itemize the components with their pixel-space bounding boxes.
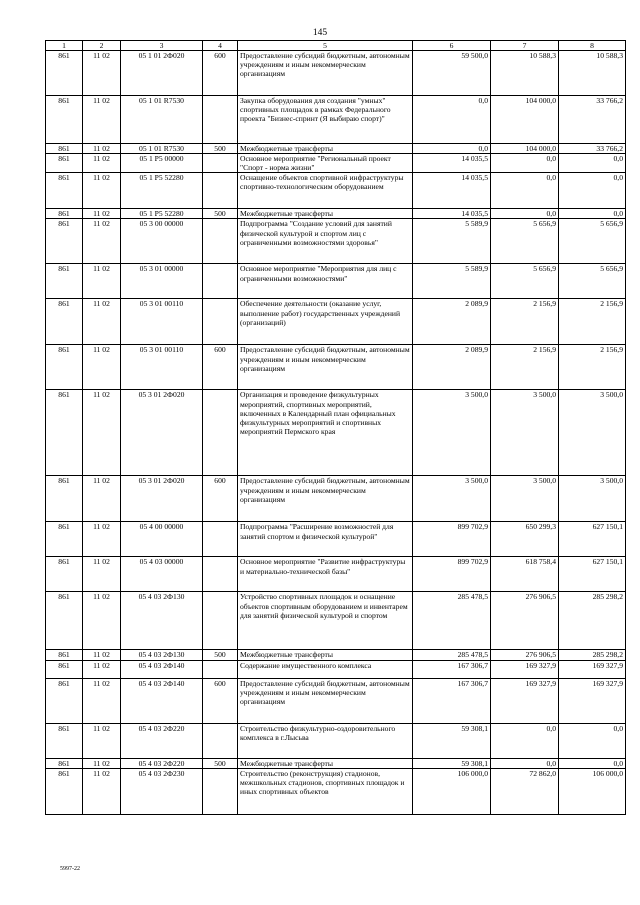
cell-amount-3: 2 156,9 [559,299,626,345]
cell-expense-type: 500 [203,144,238,154]
cell-admin-code: 861 [46,96,83,144]
cell-expense-type [203,768,238,814]
table-row [46,345,626,390]
table-row [46,522,626,557]
cell-amount-1: 2 089,9 [413,345,491,390]
cell-amount-3: 3 500,0 [559,476,626,522]
header-row [46,41,626,51]
table-row [46,51,626,96]
cell-section-code: 11 02 [83,768,121,814]
cell-amount-3: 106 000,0 [559,768,626,814]
cell-admin-code: 861 [46,758,83,768]
cell-amount-2: 3 500,0 [491,476,559,522]
cell-target-code: 05 4 03 2Ф140 [121,660,203,678]
cell-section-code: 11 02 [83,723,121,758]
cell-expense-type: 500 [203,758,238,768]
cell-amount-3: 5 656,9 [559,264,626,299]
cell-target-code: 05 4 03 2Ф230 [121,768,203,814]
cell-amount-2: 72 862,0 [491,768,559,814]
cell-target-code: 05 1 P5 00000 [121,154,203,173]
cell-section-code: 11 02 [83,154,121,173]
table-row [46,299,626,345]
cell-admin-code: 861 [46,476,83,522]
cell-amount-2: 169 327,9 [491,660,559,678]
cell-target-code: 05 3 01 00110 [121,345,203,390]
cell-description: Строительство (реконструкция) стадионов, межшкольных стадионов, спортивных площадок и иных спортивных объектов [238,768,413,814]
cell-section-code: 11 02 [83,51,121,96]
table-row [46,173,626,209]
cell-section-code: 11 02 [83,660,121,678]
cell-description: Основное мероприятие "Развитие инфраструктуры и материально-технической базы" [238,557,413,592]
cell-target-code: 05 4 03 00000 [121,557,203,592]
cell-amount-2: 10 588,3 [491,51,559,96]
table-row [46,144,626,154]
cell-description: Организация и проведение физкультурных мероприятий, спортивных мероприятий, включенных в Календарный план официальных физкультурных мероприятий и спортивных мероприятий Пермского края [238,390,413,476]
cell-amount-1: 167 306,7 [413,678,491,723]
cell-description: Закупка оборудования для создания "умных" спортивных площадок в рамках Федерального проекта "Бизнес-спринт (Я выбираю спорт)" [238,96,413,144]
cell-expense-type [203,154,238,173]
footer-code: 5997-22 [60,866,80,872]
cell-target-code: 05 3 00 00000 [121,219,203,264]
cell-expense-type [203,390,238,476]
cell-amount-1: 59 500,0 [413,51,491,96]
cell-admin-code: 861 [46,345,83,390]
cell-amount-3: 627 150,1 [559,557,626,592]
cell-amount-1: 285 478,5 [413,592,491,650]
cell-amount-1: 59 308,1 [413,723,491,758]
cell-target-code: 05 1 01 2Ф020 [121,51,203,96]
table-row [46,264,626,299]
cell-description: Основное мероприятие "Мероприятия для лиц с ограниченными возможностями" [238,264,413,299]
table-row [46,476,626,522]
cell-description: Предоставление субсидий бюджетным, автономным учреждениям и иным некоммерческим организациям [238,345,413,390]
col-header: 6 [413,41,491,51]
cell-amount-1: 3 500,0 [413,390,491,476]
cell-admin-code: 861 [46,592,83,650]
cell-amount-3: 0,0 [559,173,626,209]
table-row [46,660,626,678]
cell-section-code: 11 02 [83,144,121,154]
cell-target-code: 05 4 03 2Ф220 [121,758,203,768]
table-row [46,219,626,264]
cell-admin-code: 861 [46,264,83,299]
cell-description: Межбюджетные трансферты [238,650,413,660]
cell-admin-code: 861 [46,154,83,173]
cell-expense-type [203,173,238,209]
cell-section-code: 11 02 [83,390,121,476]
cell-admin-code: 861 [46,522,83,557]
cell-admin-code: 861 [46,768,83,814]
cell-section-code: 11 02 [83,345,121,390]
cell-amount-3: 2 156,9 [559,345,626,390]
cell-amount-1: 0,0 [413,96,491,144]
cell-expense-type [203,264,238,299]
cell-amount-2: 2 156,9 [491,299,559,345]
cell-description: Подпрограмма "Расширение возможностей для занятий спортом и физической культурой" [238,522,413,557]
cell-target-code: 05 1 01 R7530 [121,144,203,154]
cell-amount-2: 5 656,9 [491,264,559,299]
col-header: 8 [559,41,626,51]
cell-amount-1: 5 589,9 [413,264,491,299]
cell-target-code: 05 1 P5 52280 [121,209,203,219]
cell-expense-type: 600 [203,51,238,96]
cell-description: Строительство физкультурно-оздоровительного комплекса в г.Лысьва [238,723,413,758]
cell-expense-type [203,557,238,592]
cell-admin-code: 861 [46,678,83,723]
cell-amount-2: 104 000,0 [491,144,559,154]
cell-amount-2: 0,0 [491,173,559,209]
cell-amount-2: 276 906,5 [491,592,559,650]
cell-section-code: 11 02 [83,96,121,144]
cell-section-code: 11 02 [83,557,121,592]
table-row [46,768,626,814]
cell-amount-3: 10 588,3 [559,51,626,96]
cell-admin-code: 861 [46,557,83,592]
cell-description: Предоставление субсидий бюджетным, автономным учреждениям и иным некоммерческим организациям [238,678,413,723]
cell-section-code: 11 02 [83,209,121,219]
cell-target-code: 05 4 03 2Ф130 [121,592,203,650]
cell-amount-1: 3 500,0 [413,476,491,522]
cell-section-code: 11 02 [83,264,121,299]
table-row [46,723,626,758]
cell-expense-type [203,96,238,144]
cell-amount-2: 0,0 [491,154,559,173]
cell-section-code: 11 02 [83,173,121,209]
cell-section-code: 11 02 [83,299,121,345]
cell-admin-code: 861 [46,650,83,660]
col-header: 4 [203,41,238,51]
cell-description: Межбюджетные трансферты [238,758,413,768]
cell-amount-3: 285 298,2 [559,650,626,660]
cell-amount-3: 285 298,2 [559,592,626,650]
cell-amount-2: 0,0 [491,723,559,758]
col-header: 7 [491,41,559,51]
cell-expense-type: 600 [203,476,238,522]
cell-description: Межбюджетные трансферты [238,144,413,154]
cell-amount-1: 0,0 [413,144,491,154]
table-row [46,209,626,219]
cell-expense-type: 600 [203,345,238,390]
cell-description: Оснащение объектов спортивной инфраструктуры спортивно-технологическим оборудованием [238,173,413,209]
cell-target-code: 05 3 01 2Ф020 [121,390,203,476]
cell-expense-type [203,592,238,650]
table-row [46,390,626,476]
table-row [46,650,626,660]
cell-target-code: 05 3 01 2Ф020 [121,476,203,522]
cell-section-code: 11 02 [83,650,121,660]
cell-amount-3: 169 327,9 [559,660,626,678]
cell-section-code: 11 02 [83,758,121,768]
cell-amount-3: 33 766,2 [559,96,626,144]
cell-amount-2: 3 500,0 [491,390,559,476]
cell-target-code: 05 4 03 2Ф130 [121,650,203,660]
table-row [46,557,626,592]
cell-description: Устройство спортивных площадок и оснащение объектов спортивным оборудованием и инвентарем для занятий физической культурой и спортом [238,592,413,650]
cell-admin-code: 861 [46,299,83,345]
cell-amount-1: 5 589,9 [413,219,491,264]
table-row [46,758,626,768]
col-header: 5 [238,41,413,51]
cell-amount-2: 104 000,0 [491,96,559,144]
cell-target-code: 05 4 03 2Ф220 [121,723,203,758]
cell-amount-1: 14 035,5 [413,173,491,209]
cell-target-code: 05 4 00 00000 [121,522,203,557]
table-row [46,592,626,650]
page-number: 145 [312,28,328,38]
cell-description: Предоставление субсидий бюджетным, автономным учреждениям и иным некоммерческим организациям [238,51,413,96]
cell-description: Предоставление субсидий бюджетным, автономным учреждениям и иным некоммерческим организациям [238,476,413,522]
cell-amount-3: 169 327,9 [559,678,626,723]
cell-expense-type [203,660,238,678]
cell-description: Подпрограмма "Создание условий для занятий физической культурой и спортом лиц с ограниченными возможностями здоровья" [238,219,413,264]
cell-amount-3: 3 500,0 [559,390,626,476]
cell-amount-2: 0,0 [491,209,559,219]
cell-admin-code: 861 [46,209,83,219]
cell-expense-type [203,723,238,758]
cell-amount-1: 14 035,5 [413,154,491,173]
cell-amount-2: 276 906,5 [491,650,559,660]
cell-admin-code: 861 [46,219,83,264]
cell-amount-3: 5 656,9 [559,219,626,264]
cell-amount-3: 0,0 [559,758,626,768]
cell-target-code: 05 4 03 2Ф140 [121,678,203,723]
cell-admin-code: 861 [46,173,83,209]
cell-amount-1: 899 702,9 [413,522,491,557]
col-header: 3 [121,41,203,51]
cell-section-code: 11 02 [83,592,121,650]
cell-description: Основное мероприятие "Региональный проект "Спорт - норма жизни" [238,154,413,173]
cell-target-code: 05 3 01 00000 [121,264,203,299]
cell-amount-2: 2 156,9 [491,345,559,390]
cell-expense-type: 600 [203,678,238,723]
cell-admin-code: 861 [46,51,83,96]
cell-section-code: 11 02 [83,678,121,723]
cell-description: Обеспечение деятельности (оказание услуг, выполнение работ) государственных учреждений (организаций) [238,299,413,345]
cell-description: Межбюджетные трансферты [238,209,413,219]
cell-target-code: 05 1 P5 52280 [121,173,203,209]
cell-amount-2: 5 656,9 [491,219,559,264]
cell-amount-1: 167 306,7 [413,660,491,678]
col-header: 2 [83,41,121,51]
cell-amount-2: 618 758,4 [491,557,559,592]
table-row [46,678,626,723]
cell-expense-type [203,219,238,264]
cell-admin-code: 861 [46,390,83,476]
cell-amount-1: 285 478,5 [413,650,491,660]
cell-target-code: 05 1 01 R7530 [121,96,203,144]
cell-admin-code: 861 [46,660,83,678]
cell-amount-2: 169 327,9 [491,678,559,723]
cell-admin-code: 861 [46,723,83,758]
cell-amount-3: 33 766,2 [559,144,626,154]
cell-amount-3: 0,0 [559,209,626,219]
cell-amount-1: 899 702,9 [413,557,491,592]
cell-target-code: 05 3 01 00110 [121,299,203,345]
cell-amount-3: 627 150,1 [559,522,626,557]
cell-expense-type: 500 [203,209,238,219]
cell-amount-1: 2 089,9 [413,299,491,345]
cell-expense-type: 500 [203,650,238,660]
table-row [46,96,626,144]
cell-expense-type [203,522,238,557]
cell-amount-3: 0,0 [559,723,626,758]
col-header: 1 [46,41,83,51]
table-row [46,154,626,173]
cell-section-code: 11 02 [83,476,121,522]
cell-amount-1: 59 308,1 [413,758,491,768]
cell-amount-2: 0,0 [491,758,559,768]
cell-amount-2: 650 299,3 [491,522,559,557]
cell-section-code: 11 02 [83,219,121,264]
cell-amount-3: 0,0 [559,154,626,173]
budget-table [45,40,626,815]
cell-amount-1: 14 035,5 [413,209,491,219]
cell-section-code: 11 02 [83,522,121,557]
cell-admin-code: 861 [46,144,83,154]
cell-description: Содержание имущественного комплекса [238,660,413,678]
cell-amount-1: 106 000,0 [413,768,491,814]
cell-expense-type [203,299,238,345]
